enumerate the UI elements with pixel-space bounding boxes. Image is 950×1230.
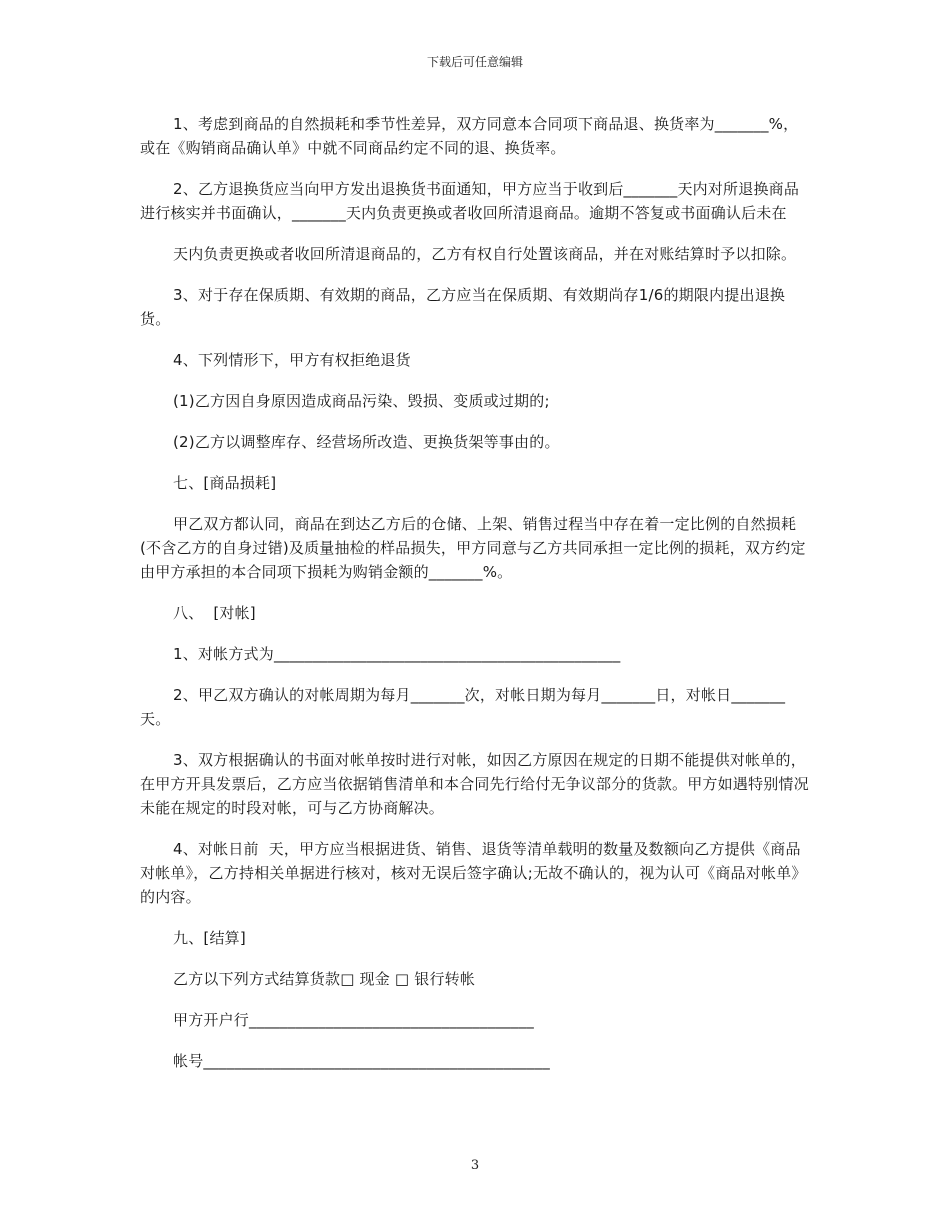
paragraph-reconciliation-method: 1、对帐方式为_____________________________________________: [173, 645, 621, 663]
section-heading-settlement: 九、[结算]: [173, 929, 246, 947]
paragraph-return-disposal: 天内负责更换或者收回所清退商品的，乙方有权自行处置该商品，并在对账结算时予以扣除。: [173, 245, 797, 263]
section-heading-loss: 七、[商品损耗]: [173, 474, 277, 492]
paragraph-reconciliation-delay: 3、双方根据确认的书面对帐单按时进行对帐，如因乙方原因在规定的日期不能提供对帐单的，在甲方开具发票后，乙方应当依据销售清单和本合同先行给付无争议部分的货款。甲方如遇特别情况未能在规定的时段对帐，可与乙方协商解决。: [140, 751, 809, 817]
paragraph-bank-name: 甲方开户行_____________________________________: [173, 1011, 534, 1029]
document-body: [140, 112, 812, 1090]
paragraph-return-notice: 2、乙方退换货应当向甲方发出退换货书面通知，甲方应当于收到后_______天内对所退换商品进行核实并书面确认，_______天内负责更换或者收回所清退商品。逾期不答复或书面确认后未在: [140, 180, 800, 222]
paragraph-reconciliation-statement: 4、对帐日前 天，甲方应当根据进货、销售、退货等清单载明的数量及数额向乙方提供《商品对帐单》，乙方持相关单据进行核对，核对无误后签字确认;无故不确认的，视为认可《商品对帐单》的内容。: [140, 840, 807, 906]
paragraph-reconciliation-cycle: 2、甲乙双方确认的对帐周期为每月_______次，对帐日期为每月_______日，对帐日_______天。: [140, 686, 786, 728]
paragraph-loss: 甲乙双方都认同，商品在到达乙方后的仓储、上架、销售过程当中存在着一定比例的自然损耗(不含乙方的自身过错)及质量抽检的样品损失，甲方同意与乙方共同承担一定比例的损耗，双方约定由甲方承担的本合同项下损耗为购销金额的_______%。: [140, 515, 806, 581]
list-item-refuse-1: (1)乙方因自身原因造成商品污染、毁损、变质或过期的;: [173, 392, 550, 410]
page-header: 下载后可任意编辑: [426, 55, 523, 69]
paragraph-refuse-return: 4、下列情形下，甲方有权拒绝退货: [173, 351, 411, 369]
list-item-refuse-2: (2)乙方以调整库存、经营场所改造、更换货架等事由的。: [173, 433, 560, 451]
paragraph-account-number: 帐号_____________________________________________: [173, 1052, 550, 1070]
page-number: 3: [470, 1158, 480, 1173]
section-heading-reconciliation: 八、 [对帐]: [173, 604, 256, 622]
paragraph-settlement-method: 乙方以下列方式结算货款□ 现金 □ 银行转帐: [173, 970, 476, 988]
paragraph-return-rate: 1、考虑到商品的自然损耗和季节性差异，双方同意本合同项下商品退、换货率为_______%，或在《购销商品确认单》中就不同商品约定不同的退、换货率。: [140, 115, 799, 157]
paragraph-shelf-life: 3、对于存在保质期、有效期的商品，乙方应当在保质期、有效期尚存1/6的期限内提出退换货。: [140, 286, 786, 328]
